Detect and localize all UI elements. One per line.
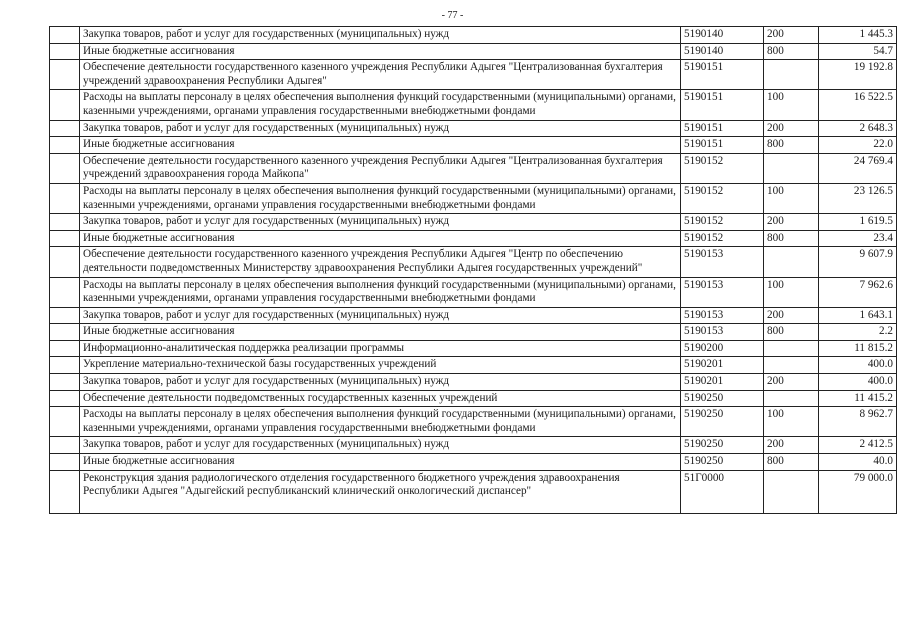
target-code-cell: 5190152 [681, 214, 764, 231]
expense-type-cell: 200 [764, 307, 819, 324]
amount-cell: 400.0 [819, 357, 897, 374]
amount-cell: 23 126.5 [819, 183, 897, 213]
table-row [50, 437, 897, 454]
target-code-cell: 5190153 [681, 324, 764, 341]
expense-type-cell [764, 357, 819, 374]
target-code-cell: 5190151 [681, 137, 764, 154]
amount-cell: 2 648.3 [819, 120, 897, 137]
amount-cell: 1 619.5 [819, 214, 897, 231]
expense-type-cell: 200 [764, 120, 819, 137]
row-marker-cell [50, 324, 80, 341]
expense-type-cell [764, 60, 819, 90]
expense-type-cell [764, 390, 819, 407]
row-marker-cell [50, 137, 80, 154]
table-row [50, 230, 897, 247]
target-code-cell: 5190140 [681, 27, 764, 44]
table-row [50, 183, 897, 213]
expense-type-cell: 200 [764, 27, 819, 44]
row-marker-cell [50, 27, 80, 44]
row-marker-cell [50, 407, 80, 437]
amount-cell: 23.4 [819, 230, 897, 247]
row-marker-cell [50, 277, 80, 307]
row-marker-cell [50, 230, 80, 247]
table-row [50, 374, 897, 391]
row-marker-cell [50, 470, 80, 513]
expense-type-cell: 800 [764, 230, 819, 247]
table-row [50, 153, 897, 183]
target-code-cell: 5190250 [681, 407, 764, 437]
expense-name-cell: Закупка товаров, работ и услуг для государственных (муниципальных) нужд [80, 214, 681, 231]
amount-cell: 1 643.1 [819, 307, 897, 324]
expense-name-cell: Расходы на выплаты персоналу в целях обеспечения выполнения функций государственными (муниципальными) органами, казенными учреждениями, органами управления государственными внебюджетными фондами [80, 90, 681, 120]
page-number: - 77 - [441, 10, 464, 21]
row-marker-cell [50, 390, 80, 407]
expense-name-cell: Иные бюджетные ассигнования [80, 454, 681, 471]
amount-cell: 16 522.5 [819, 90, 897, 120]
table-row [50, 340, 897, 357]
expense-name-cell: Закупка товаров, работ и услуг для государственных (муниципальных) нужд [80, 27, 681, 44]
budget-table [49, 26, 897, 514]
expense-name-cell: Обеспечение деятельности государственного казенного учреждения Республики Адыгея "Централизованная бухгалтерия учреждений здравоохранения Республики Адыгея" [80, 60, 681, 90]
expense-name-cell: Закупка товаров, работ и услуг для государственных (муниципальных) нужд [80, 374, 681, 391]
expense-type-cell: 800 [764, 43, 819, 60]
table-row [50, 60, 897, 90]
row-marker-cell [50, 90, 80, 120]
row-marker-cell [50, 214, 80, 231]
expense-name-cell: Обеспечение деятельности государственного казенного учреждения Республики Адыгея "Централизованная бухгалтерия учреждений здравоохранения города Майкопа" [80, 153, 681, 183]
expense-type-cell: 800 [764, 454, 819, 471]
row-marker-cell [50, 307, 80, 324]
expense-name-cell: Закупка товаров, работ и услуг для государственных (муниципальных) нужд [80, 437, 681, 454]
expense-type-cell: 200 [764, 374, 819, 391]
expense-type-cell: 800 [764, 324, 819, 341]
amount-cell: 9 607.9 [819, 247, 897, 277]
expense-name-cell: Обеспечение деятельности подведомственных государственных казенных учреждений [80, 390, 681, 407]
amount-cell: 7 962.6 [819, 277, 897, 307]
table-row [50, 247, 897, 277]
expense-name-cell: Иные бюджетные ассигнования [80, 137, 681, 154]
table-row [50, 454, 897, 471]
amount-cell: 2 412.5 [819, 437, 897, 454]
target-code-cell: 5190250 [681, 390, 764, 407]
target-code-cell: 5190250 [681, 437, 764, 454]
amount-cell: 1 445.3 [819, 27, 897, 44]
amount-cell: 40.0 [819, 454, 897, 471]
target-code-cell: 5190201 [681, 374, 764, 391]
expense-name-cell: Информационно-аналитическая поддержка реализации программы [80, 340, 681, 357]
table-row [50, 90, 897, 120]
table-row [50, 43, 897, 60]
expense-name-cell: Расходы на выплаты персоналу в целях обеспечения выполнения функций государственными (муниципальными) органами, казенными учреждениями, органами управления государственными внебюджетными фондами [80, 277, 681, 307]
table-row [50, 277, 897, 307]
row-marker-cell [50, 120, 80, 137]
amount-cell: 19 192.8 [819, 60, 897, 90]
row-marker-cell [50, 60, 80, 90]
expense-type-cell: 200 [764, 437, 819, 454]
target-code-cell: 5190153 [681, 307, 764, 324]
target-code-cell: 5190153 [681, 247, 764, 277]
amount-cell: 2.2 [819, 324, 897, 341]
expense-type-cell: 100 [764, 90, 819, 120]
table-row [50, 307, 897, 324]
expense-name-cell: Закупка товаров, работ и услуг для государственных (муниципальных) нужд [80, 307, 681, 324]
amount-cell: 11 815.2 [819, 340, 897, 357]
expense-name-cell: Закупка товаров, работ и услуг для государственных (муниципальных) нужд [80, 120, 681, 137]
target-code-cell: 5190153 [681, 277, 764, 307]
expense-type-cell [764, 153, 819, 183]
row-marker-cell [50, 247, 80, 277]
amount-cell: 8 962.7 [819, 407, 897, 437]
expense-type-cell: 100 [764, 407, 819, 437]
row-marker-cell [50, 374, 80, 391]
expense-type-cell: 100 [764, 183, 819, 213]
expense-name-cell: Иные бюджетные ассигнования [80, 324, 681, 341]
target-code-cell: 5190151 [681, 60, 764, 90]
amount-cell: 54.7 [819, 43, 897, 60]
budget-table-body [50, 27, 897, 514]
amount-cell: 22.0 [819, 137, 897, 154]
amount-cell: 24 769.4 [819, 153, 897, 183]
expense-name-cell: Расходы на выплаты персоналу в целях обеспечения выполнения функций государственными (муниципальными) органами, казенными учреждениями, органами управления государственными внебюджетными фондами [80, 183, 681, 213]
row-marker-cell [50, 454, 80, 471]
amount-cell: 400.0 [819, 374, 897, 391]
expense-name-cell: Укрепление материально-технической базы государственных учреждений [80, 357, 681, 374]
table-row [50, 357, 897, 374]
expense-name-cell: Обеспечение деятельности государственного казенного учреждения Республики Адыгея "Центр по обеспечению деятельности подведомственных Министерству здравоохранения Республики Адыгея государственных учреждений" [80, 247, 681, 277]
target-code-cell: 5190200 [681, 340, 764, 357]
table-row [50, 324, 897, 341]
expense-name-cell: Иные бюджетные ассигнования [80, 230, 681, 247]
row-marker-cell [50, 437, 80, 454]
expense-type-cell [764, 470, 819, 513]
target-code-cell: 5190151 [681, 90, 764, 120]
target-code-cell: 5190151 [681, 120, 764, 137]
target-code-cell: 51Г0000 [681, 470, 764, 513]
target-code-cell: 5190140 [681, 43, 764, 60]
amount-cell: 11 415.2 [819, 390, 897, 407]
table-row [50, 390, 897, 407]
target-code-cell: 5190152 [681, 153, 764, 183]
row-marker-cell [50, 183, 80, 213]
target-code-cell: 5190152 [681, 183, 764, 213]
table-row [50, 120, 897, 137]
row-marker-cell [50, 357, 80, 374]
row-marker-cell [50, 43, 80, 60]
amount-cell: 79 000.0 [819, 470, 897, 513]
expense-name-cell: Расходы на выплаты персоналу в целях обеспечения выполнения функций государственными (муниципальными) органами, казенными учреждениями, органами управления государственными внебюджетными фондами [80, 407, 681, 437]
expense-type-cell: 800 [764, 137, 819, 154]
target-code-cell: 5190152 [681, 230, 764, 247]
table-row [50, 137, 897, 154]
row-marker-cell [50, 340, 80, 357]
table-row [50, 27, 897, 44]
row-marker-cell [50, 153, 80, 183]
expense-type-cell [764, 340, 819, 357]
expense-type-cell: 200 [764, 214, 819, 231]
table-row [50, 470, 897, 513]
table-row [50, 407, 897, 437]
expense-type-cell [764, 247, 819, 277]
expense-name-cell: Реконструкция здания радиологического отделения государственного бюджетного учреждения здравоохранения Республики Адыгея "Адыгейский республиканский клинический онкологический диспансер" [80, 470, 681, 513]
expense-type-cell: 100 [764, 277, 819, 307]
target-code-cell: 5190201 [681, 357, 764, 374]
expense-name-cell: Иные бюджетные ассигнования [80, 43, 681, 60]
target-code-cell: 5190250 [681, 454, 764, 471]
table-row [50, 214, 897, 231]
